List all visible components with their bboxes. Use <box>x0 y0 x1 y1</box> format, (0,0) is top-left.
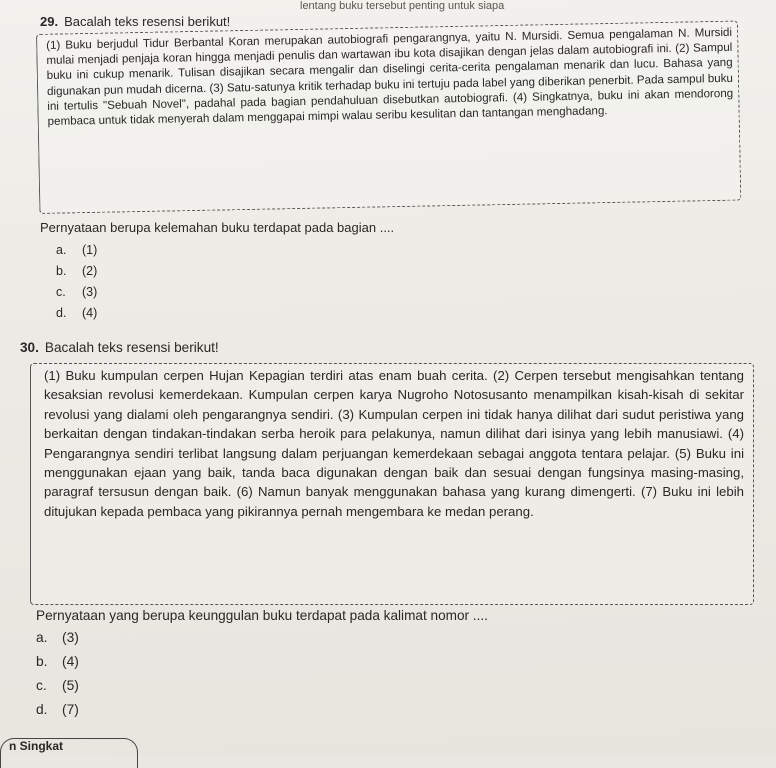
option-text: (4) <box>62 654 79 669</box>
option-text: (2) <box>82 264 98 278</box>
question-30-option-c[interactable] <box>36 678 79 702</box>
option-text: (5) <box>62 678 79 693</box>
option-letter: b. <box>56 264 67 278</box>
option-letter: d. <box>56 306 67 320</box>
question-30-heading <box>20 340 219 355</box>
option-text: (3) <box>62 630 79 645</box>
question-29-passage: (1) Buku berjudul Tidur Berbantal Koran merupakan autobiografi pengarangnya, yaitu N. Mursidi. Semua pengalaman N. Mursidi mulai menjadi penjaja koran hingga menjadi penulis dan wartawan ibu kota disajikan dengan jelas dalam autobiografi ini. (2) Sampul buku ini cukup menarik. Tulisan disajikan secara mengalir dan diselingi cerita-cerita pengalaman menarik dan lucu. Bahasa yang digunakan pun mudah dicerna. (3) Satu-satunya kritik terhadap buku ini tertuju pada label yang diberikan penerbit. Pada sampul buku ini tertulis "Sebuah Novel", padahal pada bagian pendahuluan disebutkan autobiografi. (4) Singkatnya, buku ini akan mendorong pembaca untuk tidak menyerah dalam menggapai mimpi walau seribu kesulitan dan tantangan menghadang. <box>46 25 734 128</box>
option-letter: d. <box>36 702 48 717</box>
question-29-option-c[interactable] <box>56 285 97 306</box>
section-tab-fragment: n Singkat <box>0 738 138 768</box>
option-text: (1) <box>82 243 98 257</box>
question-29-instruction: Bacalah teks resensi berikut! <box>64 14 231 29</box>
option-text: (7) <box>62 702 79 717</box>
option-letter: a. <box>56 243 67 257</box>
question-29-option-a[interactable] <box>56 243 97 264</box>
question-29-heading <box>40 14 230 29</box>
question-29-statement: Pernyataan berupa kelemahan buku terdapat pada bagian .... <box>40 220 395 235</box>
question-30-options <box>36 630 79 726</box>
question-30-number: 30. <box>20 340 39 355</box>
option-letter: c. <box>36 678 47 693</box>
question-29-number: 29. <box>40 14 59 29</box>
question-30-option-b[interactable] <box>36 654 79 678</box>
option-letter: c. <box>56 285 66 299</box>
question-29-options <box>56 243 97 327</box>
option-text: (3) <box>82 285 98 299</box>
option-text: (4) <box>82 306 98 320</box>
question-30-statement: Pernyataan yang berupa keunggulan buku terdapat pada kalimat nomor .... <box>36 608 488 623</box>
option-letter: b. <box>36 654 48 669</box>
question-30-instruction: Bacalah teks resensi berikut! <box>44 340 219 355</box>
question-30-option-d[interactable] <box>36 702 79 726</box>
cut-off-top-line: lentang buku tersebut penting untuk siapa <box>300 0 505 12</box>
question-30-passage: (1) Buku kumpulan cerpen Hujan Kepagian terdiri atas enam buah cerita. (2) Cerpen tersebut mengisahkan tentang kesaksian revolusi kemerdekaan. Kumpulan cerpen karya Nugroho Notosusanto menampilkan kisah-kisah di sekitar revolusi yang dialami oleh pengarangnya sendiri. (3) Kumpulan cerpen ini tidak hanya dilihat dari sudut peristiwa yang berkaitan dengan tindakan-tindakan serba heroik para pelakunya, namun dilihat dari isinya yang lebih manusiawi. (4) Pengarangnya sendiri terlibat langsung dalam perjuangan kemerdekaan sebagai anggota tentara pelajar. (5) Buku ini menggunakan ejaan yang baik, tanda baca digunakan dengan baik dan sesuai dengan fungsinya masing-masing, paragraf tersusun dengan baik. (6) Namun banyak menggunakan bahasa yang kurang dimengerti. (7) Buku ini lebih ditujukan kepada pembaca yang pikirannya pernah mengembara ke medan perang. <box>44 368 744 519</box>
question-30-option-a[interactable] <box>36 630 79 654</box>
option-letter: a. <box>36 630 48 645</box>
question-29-option-b[interactable] <box>56 264 97 285</box>
question-29-option-d[interactable] <box>56 306 97 327</box>
